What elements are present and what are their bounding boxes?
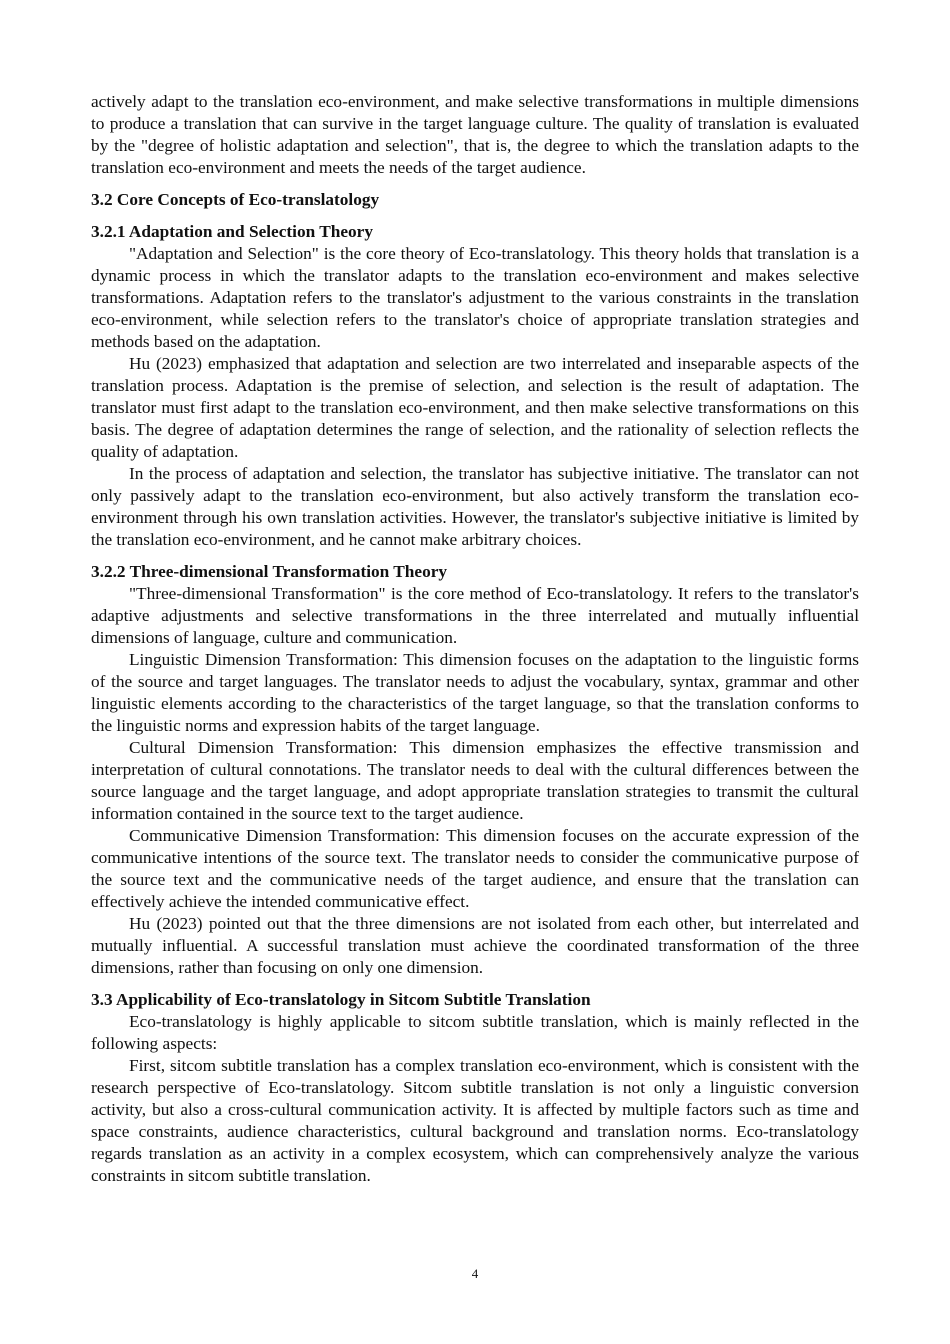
section-heading-3-2: 3.2 Core Concepts of Eco-translatology (91, 190, 380, 209)
body-paragraph: Linguistic Dimension Transformation: This dimension focuses on the adaptation to the linguistic forms of the source and target languages. The translator needs to adjust the vocabulary, syntax, grammar and other linguistic elements according to the characteristics of the target language, so that the translation conforms to the linguistic norms and expression habits of the target language. (91, 650, 859, 735)
body-paragraph: Cultural Dimension Transformation: This dimension emphasizes the effective transmission and interpretation of cultural connotations. The translator needs to deal with the cultural differences between the source language and the target language, and adopt appropriate translation strategies to transmit the cultural information contained in the source text to the target audience. (91, 738, 859, 823)
subsection-heading-3-2-1: 3.2.1 Adaptation and Selection Theory (91, 222, 373, 241)
intro-paragraph: actively adapt to the translation eco-environment, and make selective transformations in multiple dimensions to produce a translation that can survive in the target language culture. The quality of translation is evaluated by the "degree of holistic adaptation and selection", that is, the degree to which the translation adapts to the translation eco-environment and meets the needs of the target audience. (91, 92, 859, 177)
page-number: 4 (471, 1266, 479, 1281)
body-paragraph: Hu (2023) pointed out that the three dimensions are not isolated from each other, but interrelated and mutually influential. A successful translation must achieve the coordinated transformation of the three dimensions, rather than focusing on only one dimension. (91, 914, 859, 977)
section-heading-3-3: 3.3 Applicability of Eco-translatology in Sitcom Subtitle Translation (91, 990, 591, 1009)
body-paragraph: "Three-dimensional Transformation" is the core method of Eco-translatology. It refers to the translator's adaptive adjustments and selective transformations in the three interrelated and mutually influential dimensions of language, culture and communication. (91, 584, 859, 647)
body-paragraph: Eco-translatology is highly applicable to sitcom subtitle translation, which is mainly reflected in the following aspects: (91, 1012, 859, 1053)
body-paragraph: In the process of adaptation and selection, the translator has subjective initiative. The translator can not only passively adapt to the translation eco-environment, but also actively transform the translation eco-environment through his own translation activities. However, the translator's subjective initiative is limited by the translation eco-environment, and he cannot make arbitrary choices. (91, 464, 859, 549)
body-paragraph: Communicative Dimension Transformation: This dimension focuses on the accurate expression of the communicative intentions of the source text. The translator needs to consider the communicative purpose of the source text and the communicative needs of the target audience, and ensure that the translation can effectively achieve the intended communicative effect. (91, 826, 859, 911)
body-paragraph: "Adaptation and Selection" is the core theory of Eco-translatology. This theory holds that translation is a dynamic process in which the translator adapts to the translation eco-environment and makes selective transformations. Adaptation refers to the translator's adjustment to the various constraints in the translation eco-environment, while selection refers to the translator's choice of appropriate translation strategies and methods based on the adaptation. (91, 244, 859, 351)
document-page (91, 91, 859, 1187)
subsection-heading-3-2-2: 3.2.2 Three-dimensional Transformation Theory (91, 562, 448, 581)
body-paragraph: Hu (2023) emphasized that adaptation and selection are two interrelated and inseparable aspects of the translation process. Adaptation is the premise of selection, and selection is the result of adaptation. The translator must first adapt to the translation eco-environment, and then make selective transformations on this basis. The degree of adaptation determines the range of selection, and the rationality of selection reflects the quality of adaptation. (91, 354, 859, 461)
body-paragraph: First, sitcom subtitle translation has a complex translation eco-environment, which is consistent with the research perspective of Eco-translatology. Sitcom subtitle translation is not only a linguistic conversion activity, but also a cross-cultural communication activity. It is affected by multiple factors such as time and space constraints, audience characteristics, cultural background and translation norms. Eco-translatology regards translation as an activity in a complex ecosystem, which can comprehensively analyze the various constraints in sitcom subtitle translation. (91, 1056, 859, 1185)
